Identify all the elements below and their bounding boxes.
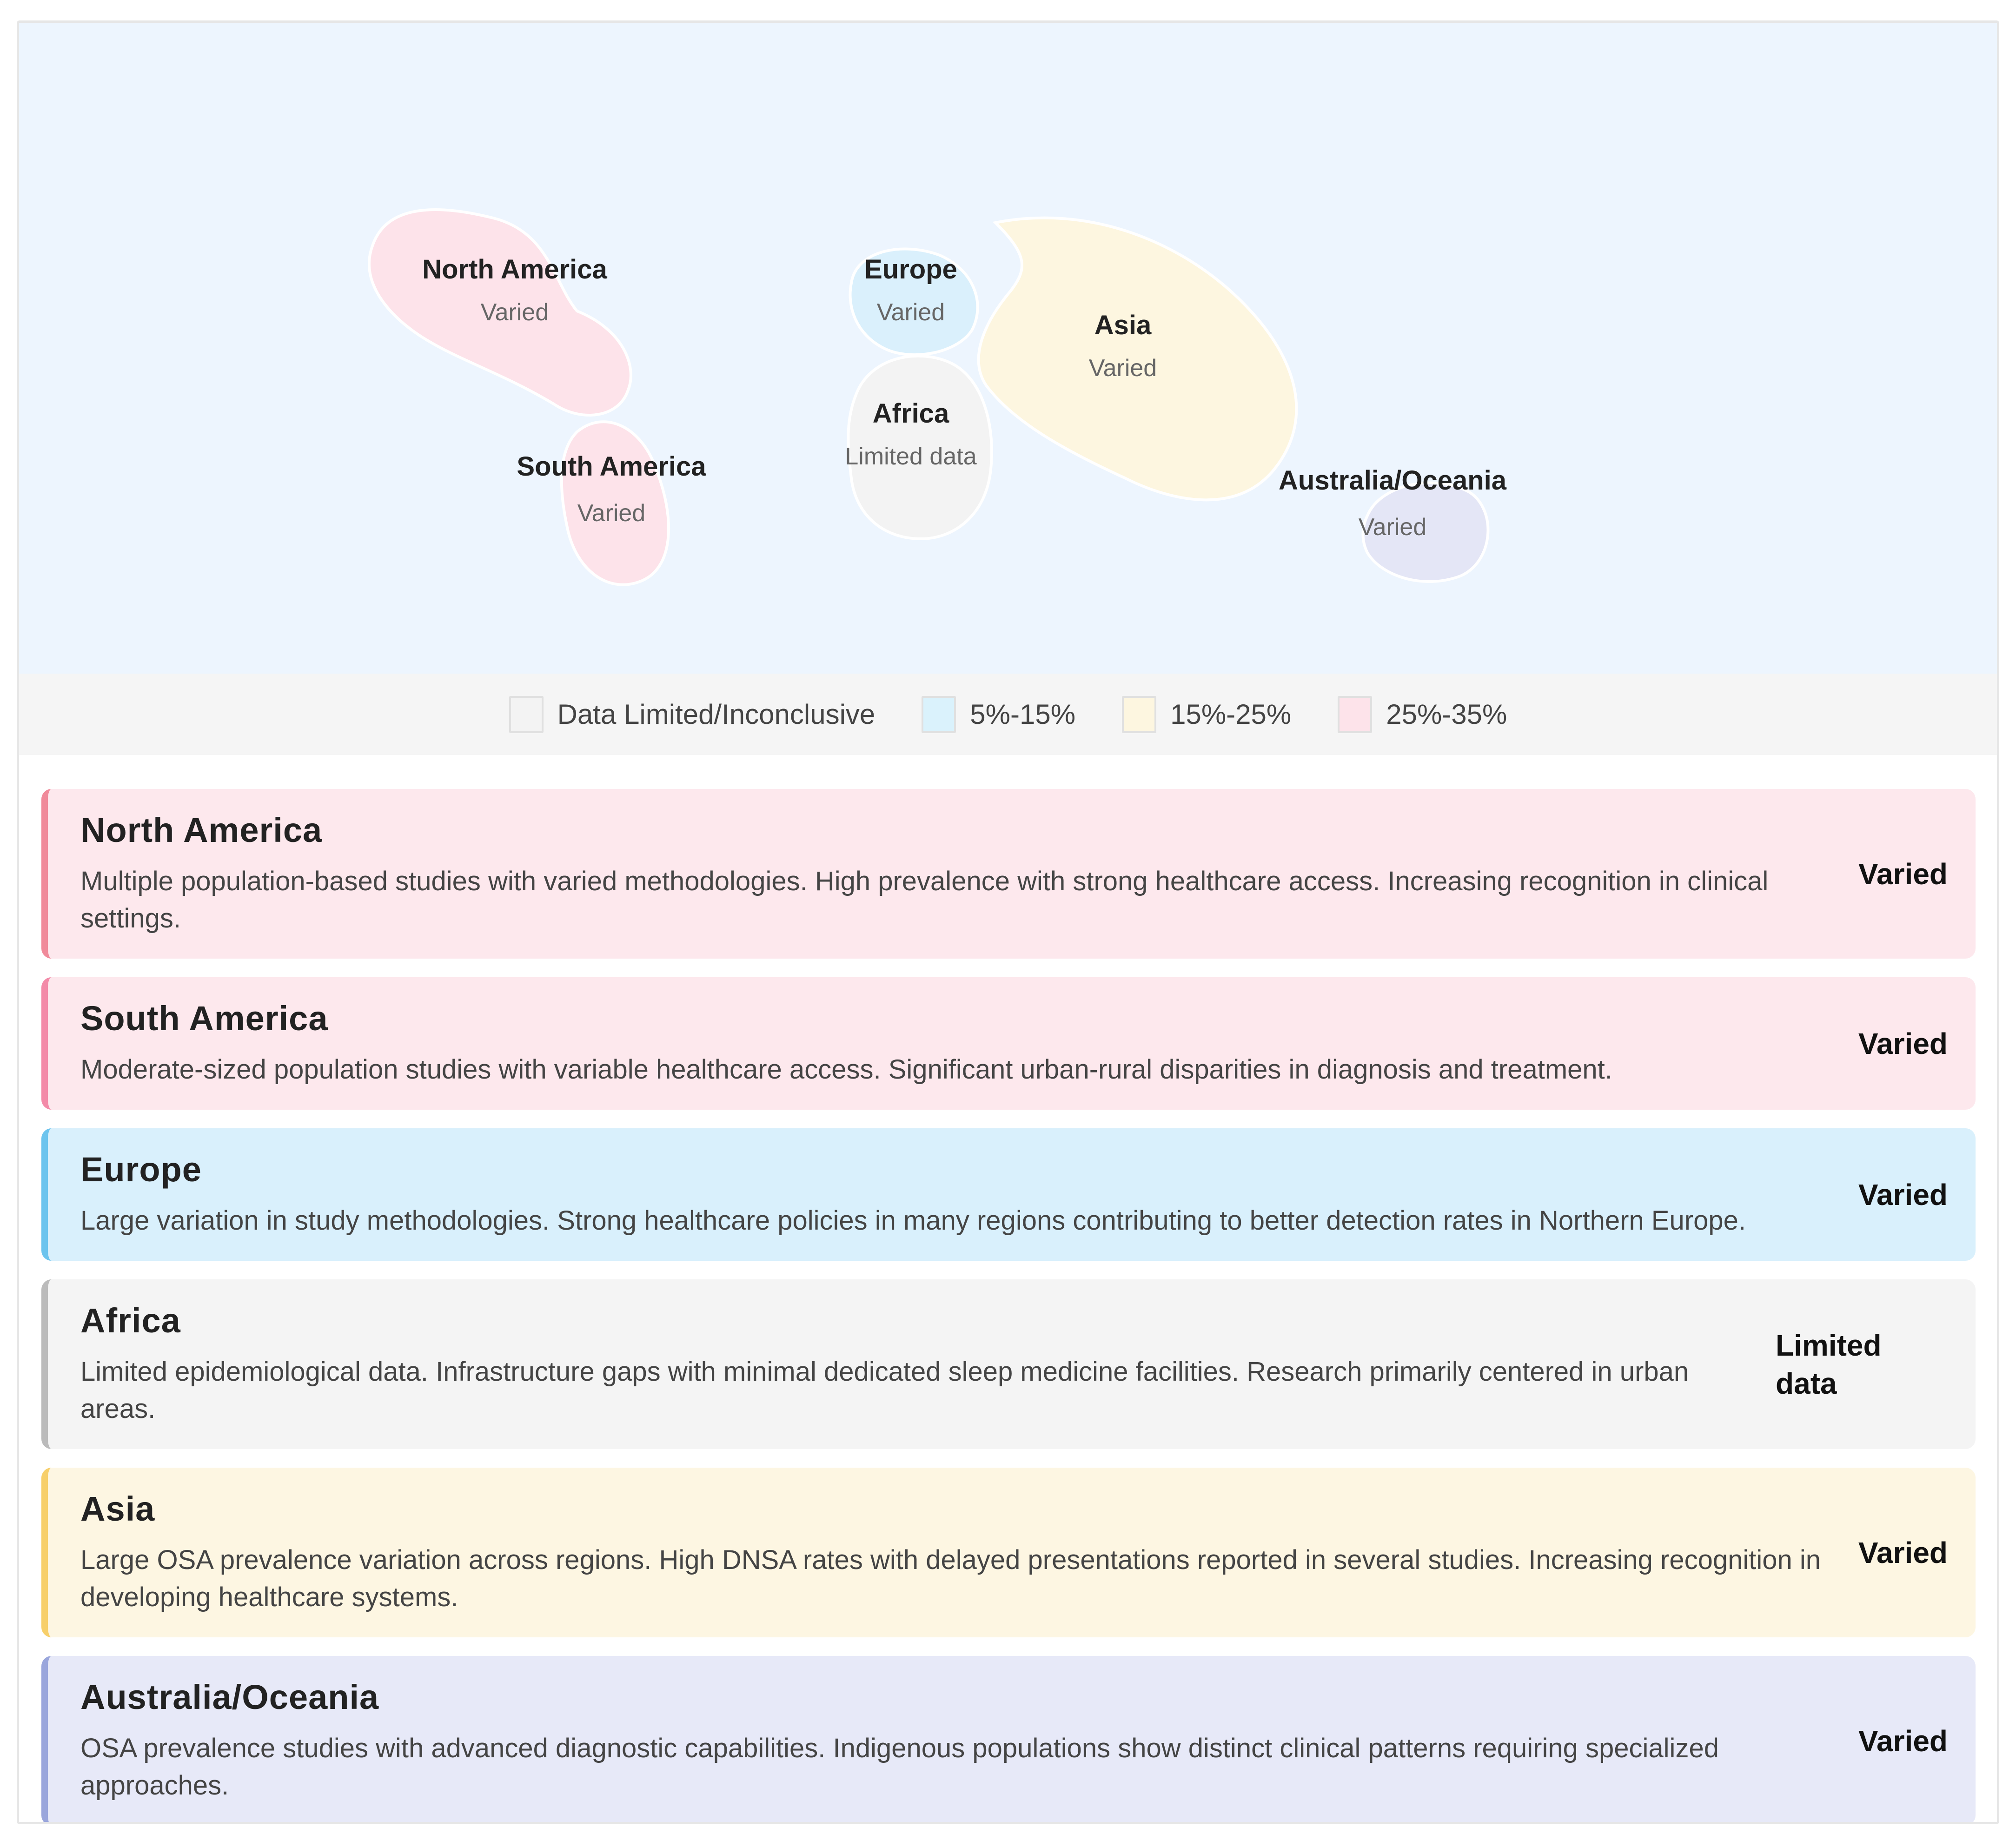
- region-status-africa: Limited data: [845, 443, 977, 470]
- card-title: Europe: [80, 1150, 202, 1189]
- card-status: Varied: [1858, 1026, 1948, 1060]
- region-name-africa: Africa: [872, 398, 949, 429]
- legend-label: Data Limited/Inconclusive: [557, 699, 875, 730]
- legend-label: 15%-25%: [1170, 699, 1292, 730]
- region-card-list: [41, 789, 1976, 1824]
- region-status-south-america: Varied: [577, 500, 646, 527]
- region-status-europe: Varied: [876, 299, 945, 326]
- region-card-south-america[interactable]: [41, 977, 1976, 1110]
- card-description: Moderate-sized population studies with variable healthcare access. Significant urban-rural disparities in diagnosis and treatment.: [80, 1054, 1612, 1085]
- map-svg: [19, 23, 1997, 674]
- card-title: Africa: [80, 1301, 181, 1340]
- card-status: Limited data: [1776, 1328, 1882, 1400]
- card-status: Varied: [1858, 1536, 1948, 1569]
- legend-item-15-25: [1122, 696, 1291, 733]
- legend-swatch-15-25: [1122, 696, 1156, 733]
- region-card-australia-oceania[interactable]: [41, 1656, 1976, 1824]
- card-title: Asia: [80, 1490, 155, 1528]
- region-name-south-america: South America: [517, 451, 706, 482]
- card-description: Large variation in study methodologies. Strong healthcare policies in many regions contributing to better detection rates in Northern Europe.: [80, 1205, 1746, 1236]
- app-frame: [17, 20, 1999, 1824]
- legend-label: 25%-35%: [1386, 699, 1507, 730]
- card-title: South America: [80, 999, 328, 1038]
- region-status-asia: Varied: [1088, 355, 1157, 382]
- region-name-australia-oceania: Australia/Oceania: [1279, 465, 1506, 496]
- region-card-africa[interactable]: [41, 1279, 1976, 1449]
- card-title: Australia/Oceania: [80, 1678, 379, 1716]
- region-card-north-america[interactable]: [41, 789, 1976, 959]
- card-title: North America: [80, 811, 323, 849]
- region-name-europe: Europe: [864, 254, 957, 285]
- card-status: Varied: [1858, 1724, 1948, 1758]
- region-card-europe[interactable]: [41, 1128, 1976, 1261]
- region-status-australia-oceania: Varied: [1358, 514, 1427, 541]
- card-description: Large OSA prevalence variation across regions. High DNSA rates with delayed presentations reported in several studies. Increasing recognition in developing healthcare systems.: [80, 1545, 1821, 1612]
- legend-swatch-5-15: [922, 696, 956, 733]
- legend-swatch-25-35: [1338, 696, 1372, 733]
- region-name-north-america: North America: [422, 254, 607, 285]
- world-map: [19, 23, 1997, 674]
- legend-item-25-35: [1338, 696, 1507, 733]
- legend-item-limited: [509, 696, 875, 733]
- region-name-asia: Asia: [1094, 310, 1152, 340]
- legend-label: 5%-15%: [970, 699, 1076, 730]
- card-status: Varied: [1858, 857, 1948, 891]
- card-status: Varied: [1858, 1178, 1948, 1212]
- card-description: OSA prevalence studies with advanced diagnostic capabilities. Indigenous populations show distinct clinical patterns requiring specialized approaches.: [80, 1733, 1719, 1801]
- region-status-north-america: Varied: [480, 299, 549, 326]
- card-description: Multiple population-based studies with varied methodologies. High prevalence with strong healthcare access. Increasing recognition in clinical settings.: [80, 866, 1769, 934]
- map-legend: [19, 674, 1997, 755]
- card-description: Limited epidemiological data. Infrastructure gaps with minimal dedicated sleep medicine facilities. Research primarily centered in urban areas.: [80, 1357, 1689, 1424]
- legend-item-5-15: [922, 696, 1075, 733]
- legend-swatch-limited: [509, 696, 544, 733]
- region-card-asia[interactable]: [41, 1468, 1976, 1637]
